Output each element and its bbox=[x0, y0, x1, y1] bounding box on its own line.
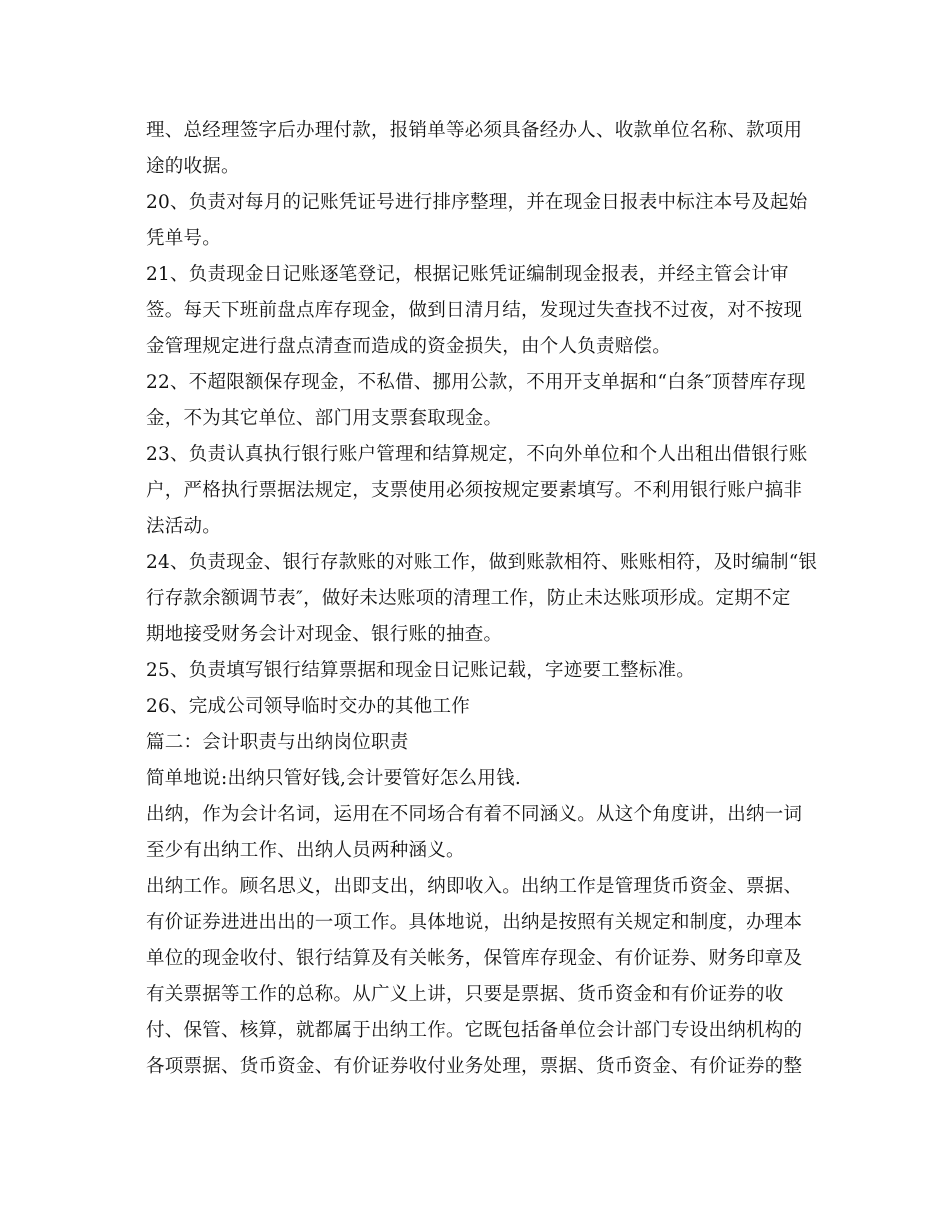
text-line: 23、负责认真执行银行账户管理和结算规定，不向外单位和个人出租出借银行账 bbox=[146, 444, 808, 465]
text-line: 行存款余额调节表″，做好未达账项的清理工作，防止未达账项形成。定期不定 bbox=[146, 588, 791, 609]
text-line: 单位的现金收付、银行结算及有关帐务，保管库存现金、有价证券、财务印章及 bbox=[146, 948, 803, 969]
text-line: 有价证券进进出出的一项工作。具体地说，出纳是按照有关规定和制度，办理本 bbox=[146, 912, 803, 933]
text-line: 24、负责现金、银行存款账的对账工作，做到账款相符、账账相符，及时编制“银 bbox=[146, 552, 818, 573]
text-line: 期地接受财务会计对现金、银行账的抽查。 bbox=[146, 624, 503, 645]
text-line: 简单地说:出纳只管好钱,会计要管好怎么用钱. bbox=[146, 768, 521, 789]
text-line: 至少有出纳工作、出纳人员两种涵义。 bbox=[146, 840, 465, 861]
text-line: 22、不超限额保存现金，不私借、挪用公款，不用开支单据和“白条″顶替库存现 bbox=[146, 372, 806, 393]
text-line: 有关票据等工作的总称。从广义上讲，只要是票据、货币资金和有价证券的收 bbox=[146, 984, 784, 1005]
text-line: 出纳工作。顾名思义，出即支出，纳即收入。出纳工作是管理货币资金、票据、 bbox=[146, 876, 803, 897]
text-line: 25、负责填写银行结算票据和现金日记账记载，字迹要工整标准。 bbox=[146, 660, 696, 681]
text-line: 金管理规定进行盘点清查而造成的资金损失，由个人负责赔偿。 bbox=[146, 336, 672, 357]
text-line: 签。每天下班前盘点库存现金，做到日清月结，发现过失查找不过夜，对不按现 bbox=[146, 300, 803, 321]
document-body bbox=[146, 113, 818, 1085]
text-line: 21、负责现金日记账逐笔登记，根据记账凭证编制现金报表，并经主管会计审 bbox=[146, 264, 789, 285]
text-line: 理、总经理签字后办理付款，报销单等必须具备经办人、收款单位名称、款项用 bbox=[146, 120, 803, 141]
text-line: 户，严格执行票据法规定，支票使用必须按规定要素填写。不利用银行账户搞非 bbox=[146, 480, 803, 501]
text-line: 付、保管、核算，就都属于出纳工作。它既包括备单位会计部门专设出纳机构的 bbox=[146, 1020, 803, 1041]
section-heading: 篇二：会计职责与出纳岗位职责 bbox=[146, 732, 409, 753]
text-line: 途的收据。 bbox=[146, 156, 240, 177]
text-line: 法活动。 bbox=[146, 516, 222, 537]
text-line: 20、负责对每月的记账凭证号进行排序整理，并在现金日报表中标注本号及起始 bbox=[146, 192, 808, 213]
text-line: 各项票据、货币资金、有价证券收付业务处理，票据、货币资金、有价证券的整 bbox=[146, 1056, 803, 1077]
text-line: 凭单号。 bbox=[146, 228, 222, 249]
text-line: 金，不为其它单位、部门用支票套取现金。 bbox=[146, 408, 503, 429]
text-line: 出纳，作为会计名词，运用在不同场合有着不同涵义。从这个角度讲，出纳一词 bbox=[146, 804, 803, 825]
text-line: 26、完成公司领导临时交办的其他工作 bbox=[146, 696, 471, 717]
